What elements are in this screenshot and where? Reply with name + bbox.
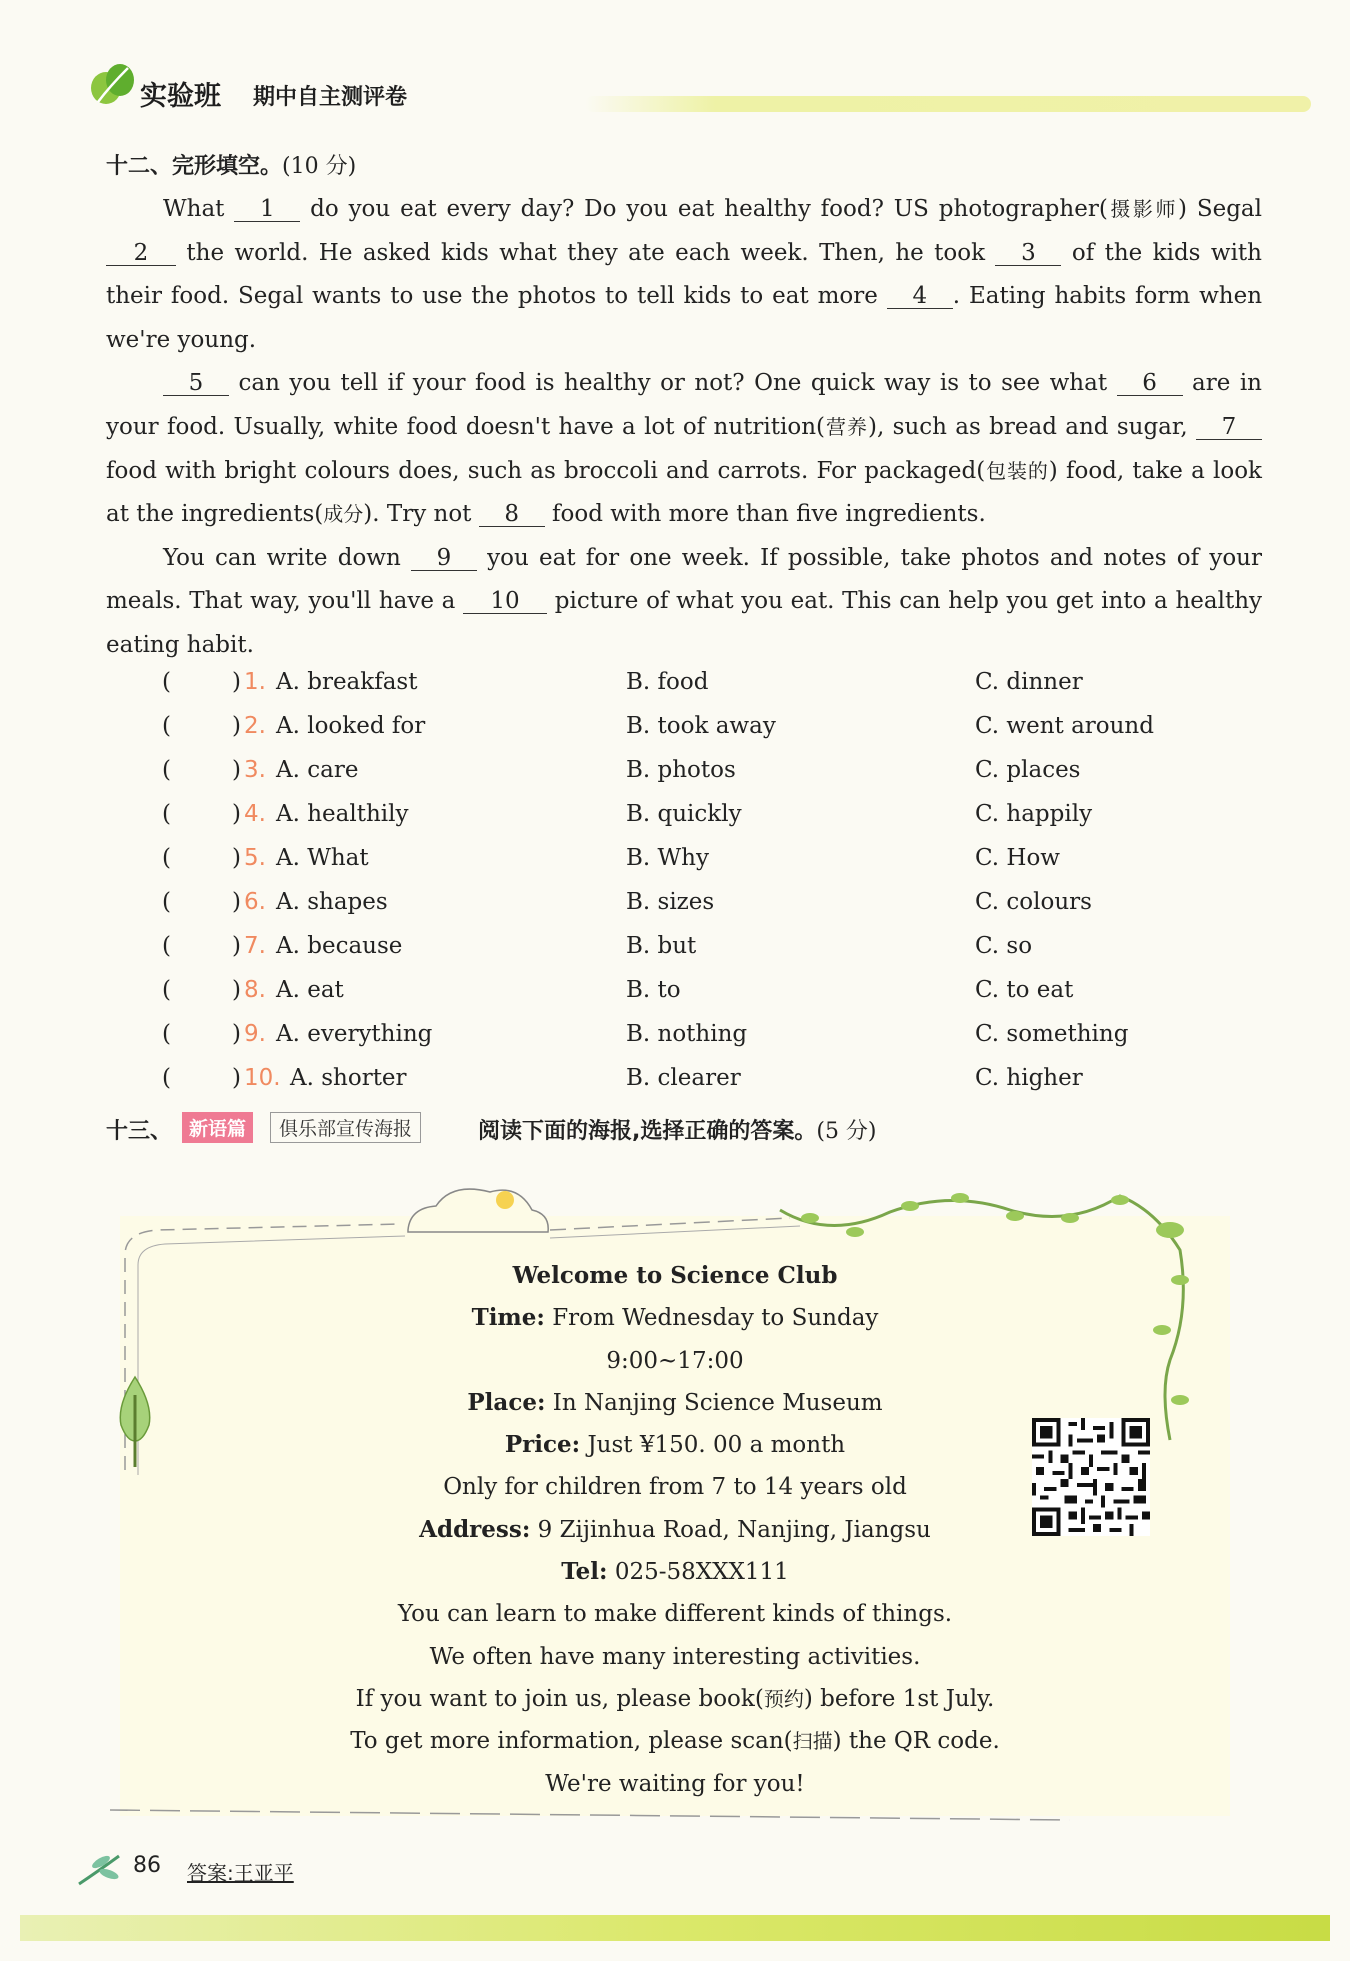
passage-text: do you eat every day? Do you eat healthy food? US photographer( xyxy=(300,196,1108,222)
question-number: 4. xyxy=(244,801,266,827)
option-a[interactable]: A. eat xyxy=(276,977,344,1003)
passage-gloss: 摄影师 xyxy=(1107,197,1178,221)
option-c[interactable]: C. places xyxy=(975,757,1081,783)
poster-text: If you want to join us, please book( xyxy=(355,1685,764,1712)
option-a[interactable]: A. healthily xyxy=(276,801,409,827)
address-label: Address: xyxy=(419,1515,531,1543)
passage-text: can you tell if your food is healthy or not? One quick way is to see what xyxy=(229,370,1117,397)
question-number: 2. xyxy=(244,713,266,739)
passage-paragraph xyxy=(106,188,1262,362)
question-row xyxy=(162,713,1262,757)
poster-price xyxy=(300,1424,1050,1466)
answer-paren-open[interactable]: ( xyxy=(162,977,171,1003)
passage-text: . Eating habits form when we're young. xyxy=(106,283,1263,353)
answer-paren-open[interactable]: ( xyxy=(162,669,171,695)
blank-6[interactable]: 6 xyxy=(1117,372,1183,396)
poster-line-2: We often have many interesting activities. xyxy=(429,1643,921,1670)
question-row xyxy=(162,757,1262,801)
tree-icon xyxy=(115,1375,155,1470)
section-12-title: 十二、完形填空。 xyxy=(106,154,283,179)
passage-gloss: 包装的 xyxy=(985,458,1049,483)
blank-5[interactable]: 5 xyxy=(163,372,229,396)
price-value: Just ¥150. 00 a month xyxy=(580,1432,846,1459)
section-13-score: (5 分) xyxy=(816,1119,877,1144)
option-c[interactable]: C. to eat xyxy=(975,977,1074,1003)
blank-3[interactable]: 3 xyxy=(995,242,1061,266)
answer-paren-close: ) xyxy=(232,933,241,959)
poster-time xyxy=(300,1297,1050,1339)
answer-paren-close: ) xyxy=(232,977,241,1003)
new-text-badge: 新语篇 xyxy=(182,1112,253,1143)
passage-paragraph xyxy=(106,537,1262,668)
poster-line-5: We're waiting for you! xyxy=(545,1770,805,1797)
option-b[interactable]: B. photos xyxy=(626,757,736,783)
answer-paren-close: ) xyxy=(232,669,241,695)
passage-text: are in your food. Usually, white food doesn't have a lot of nutrition( xyxy=(106,370,1262,440)
passage-text: food with bright colours does, such as broccoli and carrots. For packaged( xyxy=(106,457,986,484)
poster-type-tag: 俱乐部宣传海报 xyxy=(270,1112,421,1143)
answer-paren-open[interactable]: ( xyxy=(162,889,171,915)
exam-title: 期中自主测评卷 xyxy=(253,85,408,110)
section-13-number: 十三、 xyxy=(106,1119,173,1144)
option-a[interactable]: A. What xyxy=(276,845,369,871)
passage-paragraph xyxy=(106,362,1262,536)
option-b[interactable]: B. to xyxy=(626,977,681,1003)
question-number: 7. xyxy=(244,933,266,959)
passage-text: of the kids with their food. Segal wants to use the photos to tell kids to eat more xyxy=(106,239,1262,310)
option-c[interactable]: C. higher xyxy=(975,1065,1083,1091)
tel-label: Tel: xyxy=(561,1558,608,1586)
header-decoration-band xyxy=(585,96,1311,112)
option-c[interactable]: C. so xyxy=(975,933,1033,959)
option-b[interactable]: B. food xyxy=(626,669,709,695)
question-row xyxy=(162,1065,1262,1109)
passage-text: ) Segal xyxy=(1178,196,1262,222)
section-13-instruction xyxy=(478,1114,877,1145)
option-b[interactable]: B. sizes xyxy=(626,889,715,915)
option-c[interactable]: C. colours xyxy=(975,889,1092,915)
question-row xyxy=(162,977,1262,1021)
passage-text: food with more than five ingredients. xyxy=(544,501,986,528)
blank-10[interactable]: 10 xyxy=(463,590,547,614)
option-c[interactable]: C. dinner xyxy=(975,669,1083,695)
poster-line-3 xyxy=(300,1678,1050,1720)
time-label: Time: xyxy=(471,1304,545,1332)
answer-paren-close: ) xyxy=(232,757,241,783)
place-value: In Nanjing Science Museum xyxy=(545,1389,883,1416)
address-value: 9 Zijinhua Road, Nanjing, Jiangsu xyxy=(530,1516,931,1543)
poster-text: ) the QR code. xyxy=(832,1728,1000,1755)
brand-title: 实验班 xyxy=(140,81,221,112)
option-a[interactable]: A. because xyxy=(276,933,403,959)
instruction-text: 阅读下面的海报,选择正确的答案。 xyxy=(478,1119,817,1144)
qr-code-icon[interactable] xyxy=(1032,1418,1150,1536)
question-number: 3. xyxy=(244,757,266,783)
blank-4[interactable]: 4 xyxy=(887,285,953,309)
blank-7[interactable]: 7 xyxy=(1196,416,1262,440)
question-row xyxy=(162,669,1262,713)
dragonfly-icon xyxy=(75,1850,125,1890)
poster-line-1: You can learn to make different kinds of things. xyxy=(397,1601,953,1628)
answer-key-credit: 答案:王亚平 xyxy=(187,1861,294,1885)
option-a[interactable]: A. breakfast xyxy=(276,669,418,695)
option-c[interactable]: C. happily xyxy=(975,801,1093,827)
poster-hours: 9:00~17:00 xyxy=(606,1347,744,1374)
question-number: 10. xyxy=(244,1065,281,1091)
poster-tel xyxy=(300,1551,1050,1593)
price-label: Price: xyxy=(504,1431,581,1459)
question-number: 8. xyxy=(244,977,266,1003)
poster-line-4 xyxy=(300,1720,1050,1762)
time-value: From Wednesday to Sunday xyxy=(544,1305,879,1332)
passage-gloss: 营养 xyxy=(824,414,869,439)
section-12-score: (10 分) xyxy=(282,154,357,179)
answer-paren-close: ) xyxy=(232,1065,241,1091)
place-label: Place: xyxy=(467,1388,546,1416)
question-row xyxy=(162,845,1262,889)
answer-paren-open[interactable]: ( xyxy=(162,713,171,739)
passage-text: You can write down xyxy=(163,544,411,571)
option-b[interactable]: B. nothing xyxy=(626,1021,748,1047)
passage-text: picture of what you eat. This can help you get into a healthy eating habit. xyxy=(106,588,1263,658)
poster-gloss: 扫描 xyxy=(792,1729,833,1754)
blank-2[interactable]: 2 xyxy=(106,242,176,266)
page-number: 86 xyxy=(133,1853,161,1878)
answer-paren-open[interactable]: ( xyxy=(162,757,171,783)
passage-text: you eat for one week. If possible, take photos and notes of your meals. That way, you'll have a xyxy=(106,544,1262,615)
section-12-heading xyxy=(106,149,356,180)
blank-8[interactable]: 8 xyxy=(479,503,545,527)
question-number: 6. xyxy=(244,889,266,915)
passage-text: ). Try not xyxy=(363,501,479,528)
option-a[interactable]: A. everything xyxy=(276,1021,433,1047)
answer-paren-close: ) xyxy=(232,1021,241,1047)
passage-text: the world. He asked kids what they ate each week. Then, he took xyxy=(176,239,996,266)
question-number: 5. xyxy=(244,845,266,871)
blank-1[interactable]: 1 xyxy=(234,198,300,222)
poster-place xyxy=(300,1382,1050,1424)
blank-9[interactable]: 9 xyxy=(411,547,477,571)
poster-text: To get more information, please scan( xyxy=(350,1728,793,1755)
answer-paren-open[interactable]: ( xyxy=(162,845,171,871)
question-row xyxy=(162,889,1262,933)
option-b[interactable]: B. but xyxy=(626,933,697,959)
question-row xyxy=(162,933,1262,977)
question-number: 9. xyxy=(244,1021,266,1047)
answer-paren-open[interactable]: ( xyxy=(162,933,171,959)
answer-paren-close: ) xyxy=(232,713,241,739)
question-number: 1. xyxy=(244,669,266,695)
leaf-logo-icon xyxy=(88,62,136,106)
answer-paren-close: ) xyxy=(232,889,241,915)
option-a[interactable]: A. shapes xyxy=(276,889,388,915)
option-b[interactable]: B. quickly xyxy=(626,801,742,827)
answer-paren-close: ) xyxy=(232,801,241,827)
option-c[interactable]: C. something xyxy=(975,1021,1129,1047)
question-row xyxy=(162,1021,1262,1065)
poster-text: ) before 1st July. xyxy=(803,1685,995,1712)
tel-value: 025-58XXX111 xyxy=(607,1559,789,1586)
poster-gloss: 预约 xyxy=(763,1686,804,1711)
option-b[interactable]: B. clearer xyxy=(626,1065,741,1091)
footer-decoration-band xyxy=(20,1915,1330,1941)
answer-paren-open[interactable]: ( xyxy=(162,1065,171,1091)
question-list xyxy=(162,669,1262,1109)
poster-address xyxy=(300,1509,1050,1551)
passage-text: What xyxy=(163,196,235,222)
option-c[interactable]: C. How xyxy=(975,845,1060,871)
answer-paren-close: ) xyxy=(232,845,241,871)
passage-gloss: 成分 xyxy=(323,502,364,527)
option-a[interactable]: A. shorter xyxy=(290,1065,407,1091)
option-b[interactable]: B. took away xyxy=(626,713,776,739)
option-a[interactable]: A. looked for xyxy=(276,713,426,739)
answer-paren-open[interactable]: ( xyxy=(162,1021,171,1047)
question-row xyxy=(162,801,1262,845)
poster-age-line: Only for children from 7 to 14 years old xyxy=(443,1474,907,1501)
passage-text: ), such as bread and sugar, xyxy=(868,413,1196,440)
answer-paren-open[interactable]: ( xyxy=(162,801,171,827)
cloze-passage xyxy=(106,188,1262,668)
option-a[interactable]: A. care xyxy=(276,757,359,783)
poster-title: Welcome to Science Club xyxy=(512,1262,838,1289)
option-b[interactable]: B. Why xyxy=(626,845,709,871)
option-c[interactable]: C. went around xyxy=(975,713,1154,739)
passage-text: ) food, take a look at the ingredients( xyxy=(106,457,1262,528)
poster-content xyxy=(300,1255,1050,1805)
